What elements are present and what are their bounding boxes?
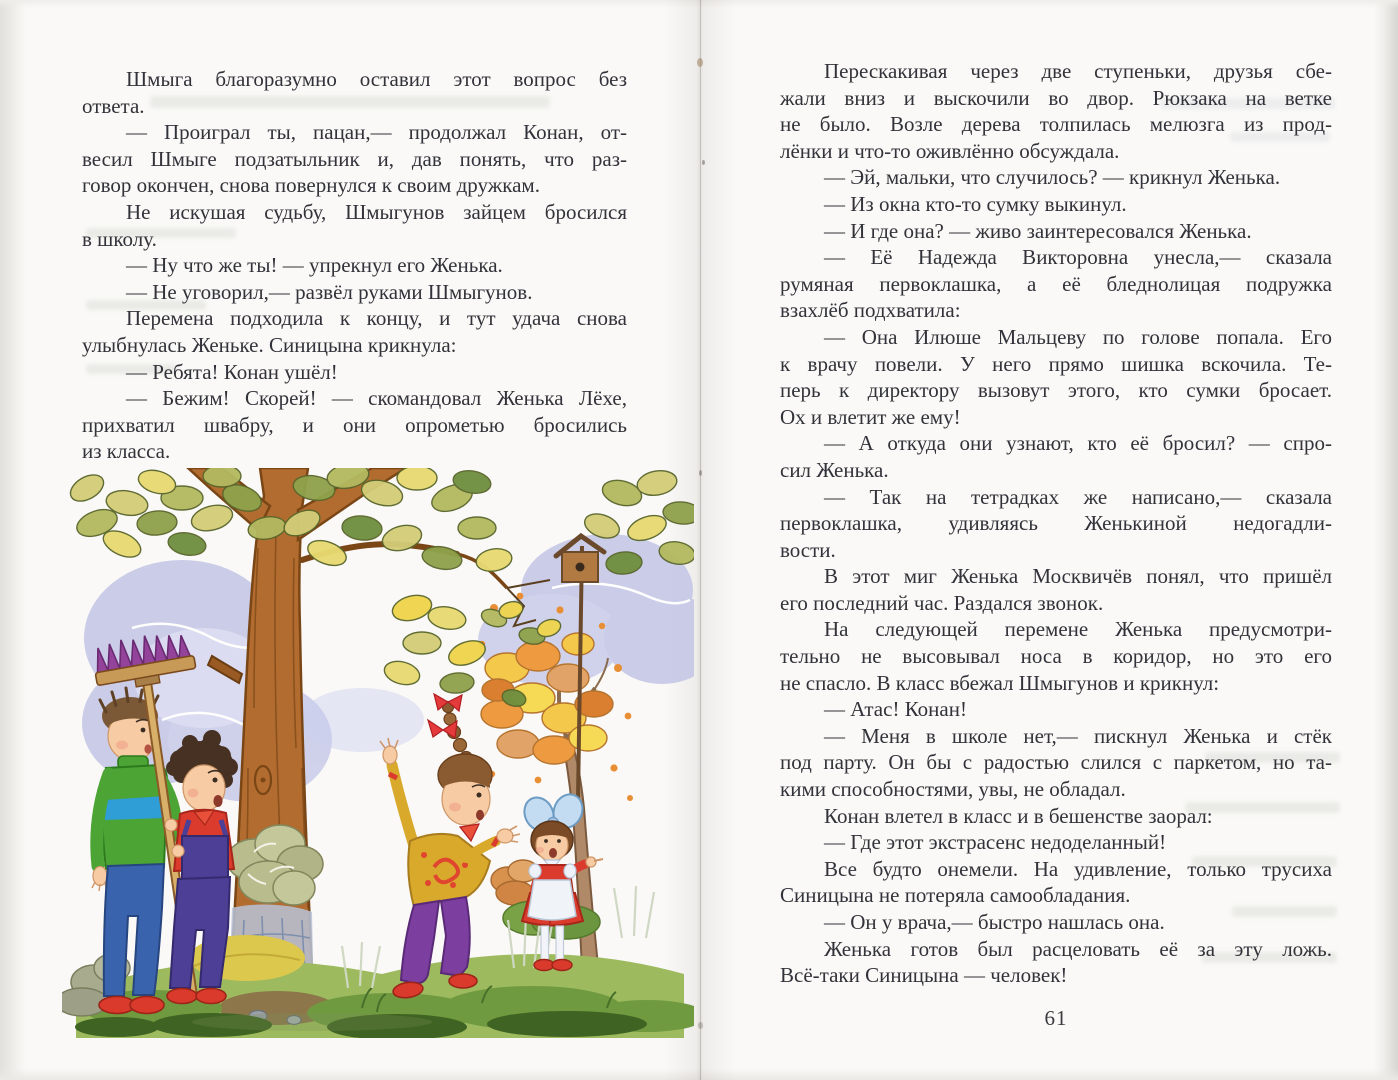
text-line: взахлёб подхватила:: [780, 298, 961, 323]
text-line: говор окончен, снова повернулся к своим дружкам.: [82, 173, 540, 198]
text-line: лёнки и что-то оживлённо обсуждала.: [780, 138, 1120, 163]
text-line: прихватил швабру, и они опрометью бросились: [82, 412, 627, 437]
text-line: в школу.: [82, 226, 157, 251]
text-line: Ох и влетит же ему!: [780, 404, 961, 429]
text-line: Женька готов был расцеловать её за эту ложь.: [824, 936, 1332, 961]
gutter-speck: [697, 58, 703, 67]
text-line: сил Женька.: [780, 457, 889, 482]
gutter-speck: [702, 160, 705, 165]
text-line: Шмыга благоразумно оставил этот вопрос без: [126, 67, 627, 91]
text-line: — Из окна кто-то сумку выкинул.: [824, 191, 1127, 216]
left-page-text: [82, 66, 627, 465]
text-line: Перемена подходила к концу, и тут удача снова: [126, 306, 627, 331]
text-line: На следующей перемене Женька предусмотри-: [824, 617, 1332, 642]
text-line: Всё-таки Синицына — человек!: [780, 963, 1068, 988]
page-number: 61: [1044, 1006, 1068, 1030]
right-page-text: [780, 58, 1332, 989]
text-line: его последний час. Раздался звонок.: [780, 590, 1104, 615]
text-line: ответа.: [82, 93, 145, 118]
text-line: жали вниз и выскочили во двор. Рюкзака на ветке: [780, 85, 1332, 110]
text-line: — Не уговорил,— развёл руками Шмыгунов.: [126, 279, 533, 304]
text-line: — И где она? — живо заинтересовался Женька.: [824, 218, 1252, 243]
text-line: тельно не высовывал носа в коридор, но это его: [780, 644, 1332, 669]
page-edge-left: [0, 0, 26, 1080]
watercolor-illustration: [62, 468, 694, 1038]
text-line: весил Шмыге подзатыльник и, дав понять, что раз-: [82, 146, 627, 171]
text-line: Конан влетел в класс и в бешенстве заорал:: [824, 803, 1213, 828]
text-line: В этот миг Женька Москвичёв понял, что пришёл: [824, 564, 1332, 589]
text-line: — Где этот экстрасенс недоделанный!: [824, 830, 1167, 855]
text-line: к врачу повели. У него прямо шишка вскочила. Те-: [780, 351, 1332, 376]
text-line: Перескакивая через две ступеньки, друзья сбе-: [824, 59, 1332, 83]
gutter-speck: [698, 1022, 703, 1029]
text-line: вости.: [780, 537, 836, 562]
text-line: не спасло. В класс вбежал Шмыгунов и крикнул:: [780, 670, 1220, 695]
illustration: [62, 468, 694, 1038]
text-line: — А откуда они узнают, кто её бросил? — спро-: [824, 431, 1332, 456]
text-line: под парту. Он бы с радостью слился с паркетом, но та-: [780, 750, 1332, 775]
text-line: — Меня в школе нет,— пискнул Женька и стёк: [824, 723, 1332, 748]
text-line: — Её Надежда Викторовна унесла,— сказала: [824, 245, 1332, 270]
text-line: — Он у врача,— быстро нашлась она.: [824, 910, 1165, 934]
text-line: — Атас! Конан!: [824, 697, 967, 722]
text-line: — Она Илюше Мальцеву по голове попала. Его: [824, 324, 1332, 349]
text-line: — Проиграл ты, пацан,— продолжал Конан, от-: [126, 120, 627, 145]
spread-gutter-line: [700, 0, 701, 1080]
text-line: перь к директору вызовут этого, кто сумки бросает.: [780, 378, 1332, 403]
text-line: — Эй, мальки, что случилось? — крикнул Женька.: [824, 165, 1281, 190]
text-line: Синицына не потеряла самообладания.: [780, 883, 1131, 908]
text-line: первоклашка, удивляясь Женькиной недогадли-: [780, 511, 1332, 536]
text-line: — Ребята! Конан ушёл!: [126, 359, 338, 384]
text-line: румяная первоклашка, а её бледнолицая подружка: [780, 271, 1332, 296]
text-line: улыбнулась Женьке. Синицына крикнула:: [82, 332, 457, 357]
text-line: — Ну что же ты! — упрекнул его Женька.: [126, 253, 503, 278]
text-line: — Так на тетрадках же написано,— сказала: [824, 484, 1332, 509]
text-line: кими способностями, увы, не обладал.: [780, 777, 1126, 802]
text-line: не было. Возле дерева толпилась мелюзга из прод-: [780, 112, 1332, 137]
text-line: Не искушая судьбу, Шмыгунов зайцем бросился: [126, 199, 627, 224]
page-edge-right: [1374, 0, 1398, 1080]
gutter-speck: [699, 470, 702, 476]
text-line: Все будто онемели. На удивление, только трусиха: [824, 856, 1332, 881]
text-line: из класса.: [82, 439, 171, 464]
text-line: — Бежим! Скорей! — скомандовал Женька Лёхе,: [126, 386, 627, 411]
